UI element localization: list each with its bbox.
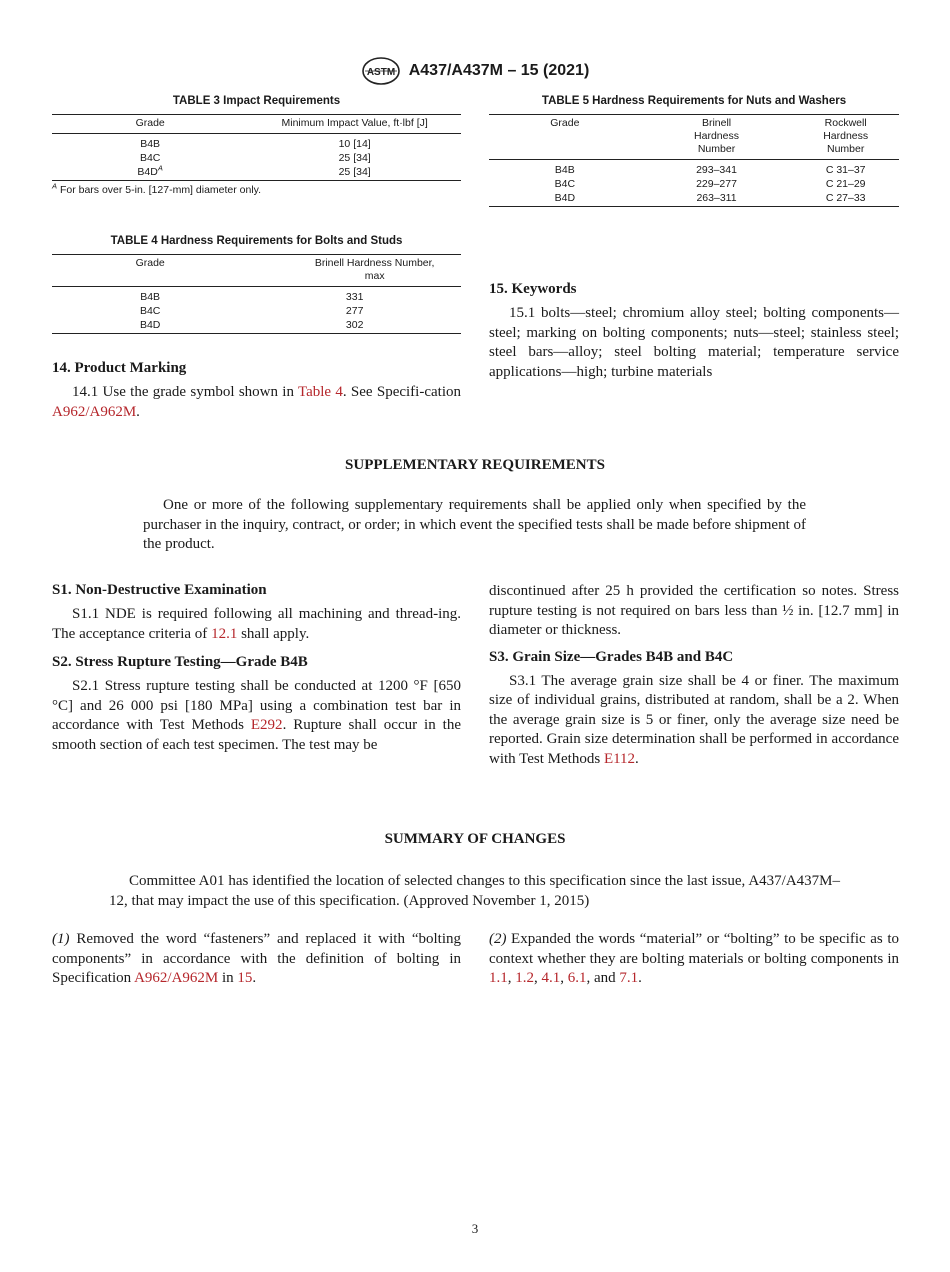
table-cell: B4B — [554, 164, 575, 176]
table-4-header-grade: Grade — [135, 257, 165, 269]
text-run: . — [638, 970, 642, 986]
table-cell: 263–311 — [696, 192, 737, 204]
table-5-grid — [489, 114, 899, 207]
section-14 — [52, 360, 461, 422]
table-4-link[interactable]: Table 4 — [297, 384, 343, 400]
section-14-paragraph — [52, 383, 461, 422]
table-cell: 10 [14] — [338, 138, 371, 150]
table-3-header-impact: Minimum Impact Value, ft·lbf [J] — [281, 117, 428, 129]
ref-7-1-link[interactable]: 7.1 — [619, 970, 639, 986]
change-item-1 — [52, 930, 461, 989]
text-run: . Rupture shall occur in the smooth section of each test specimen. The test may be — [52, 717, 461, 753]
ref-6-1-link[interactable]: 6.1 — [567, 970, 587, 986]
table-cell: 25 [34] — [338, 166, 371, 178]
text-run: . — [136, 403, 140, 420]
supplementary-left-column — [52, 582, 461, 755]
table-row — [489, 160, 899, 178]
e112-link[interactable]: E112 — [603, 750, 636, 767]
text-run: , — [534, 970, 542, 986]
page-header — [0, 56, 950, 84]
table-cell: 293–341 — [696, 164, 737, 176]
table-5 — [489, 95, 899, 207]
s3-heading: S3. Grain Size—Grades B4B and B4C — [489, 648, 734, 665]
text-run: . — [635, 750, 639, 767]
table-row — [489, 177, 899, 191]
text-run: S3.1 The average grain size shall be 4 or finer. The maximum size of individual grains, distributed at random, shall be a 2. When the average grain size is 5 or finer, only the average size need be reported. Grain size determination shall be performed in accordance with Test Methods — [489, 672, 899, 767]
text-run: 14.1 Use the grade symbol shown in — [72, 384, 298, 400]
summary-heading: SUMMARY OF CHANGES — [384, 831, 566, 847]
table-4-grid — [52, 254, 461, 334]
table-4 — [52, 235, 461, 334]
s1-heading: S1. Non-Destructive Examination — [52, 582, 267, 598]
a962-link[interactable]: A962/A962M — [134, 970, 219, 986]
text-run: S1.1 NDE is required following all machining and thread-ing. The acceptance criteria of — [52, 606, 461, 642]
table-cell: C 21–29 — [825, 178, 866, 190]
table-row — [52, 287, 461, 305]
table-cell: 25 [34] — [338, 152, 371, 164]
table-cell: C 27–33 — [825, 192, 866, 204]
astm-logo-icon — [361, 56, 401, 86]
text-run: in — [218, 970, 238, 986]
table-cell: B4B — [140, 291, 161, 303]
table-row — [52, 318, 461, 334]
table-cell — [52, 165, 248, 181]
table-cell: B4B — [140, 138, 161, 150]
ref-1-1-link[interactable]: 1.1 — [489, 970, 508, 986]
table-5-header-rockwell: Rockwell Hardness Number — [823, 117, 869, 155]
change-item-2 — [489, 930, 899, 989]
table-cell: 277 — [345, 305, 364, 317]
supplementary-right-column — [489, 582, 899, 769]
table-3 — [52, 95, 461, 196]
s2-paragraph — [52, 677, 461, 755]
section-15 — [489, 281, 899, 382]
text-run: , — [560, 970, 568, 986]
summary-intro: Committee A01 has identified the location of selected changes to this specification since the last issue, A437/A437M–12, that may impact the use of this specification. (Approved November 1, 2015) — [109, 873, 840, 909]
footnote-marker: A — [52, 181, 58, 191]
table-3-header-grade: Grade — [135, 117, 165, 129]
text-run: , — [507, 970, 516, 986]
table-3-footnote — [52, 181, 461, 196]
section-14-heading: 14. Product Marking — [52, 360, 187, 376]
footnote-marker: A — [157, 163, 163, 173]
table-3-title: TABLE 3 Impact Requirements — [172, 95, 341, 107]
table-3-grid — [52, 114, 461, 181]
table-row — [52, 165, 461, 181]
table-cell: 302 — [345, 319, 364, 331]
section-15-paragraph: 15.1 bolts—steel; chromium alloy steel; bolting components—steel; marking on bolting components; nuts—steel; stainless steel; steel bars—alloy; steel bolting material; temperature service applications—high; turbine materials — [489, 305, 899, 380]
table-row — [489, 191, 899, 207]
table-cell: B4C — [139, 152, 161, 164]
text-run: shall apply. — [237, 625, 310, 642]
ref-12-1-link[interactable]: 12.1 — [211, 625, 238, 642]
table-row — [52, 304, 461, 318]
document-designation: A437/A437M – 15 (2021) — [408, 62, 590, 79]
change-number: (1) — [52, 931, 70, 947]
section-15-link[interactable]: 15 — [237, 970, 253, 986]
section-15-heading: 15. Keywords — [489, 281, 577, 297]
text-run: , and — [586, 970, 620, 986]
table-4-title: TABLE 4 Hardness Requirements for Bolts and Studs — [110, 235, 403, 247]
ref-1-2-link[interactable]: 1.2 — [515, 970, 534, 986]
s2-heading: S2. Stress Rupture Testing—Grade B4B — [52, 654, 308, 670]
ref-4-1-link[interactable]: 4.1 — [541, 970, 561, 986]
table-cell: B4C — [554, 178, 576, 190]
text-run: . — [252, 970, 257, 986]
table-cell: B4C — [139, 305, 161, 317]
table-row — [52, 151, 461, 165]
table-cell: B4D — [554, 192, 576, 204]
e292-link[interactable]: E292 — [250, 717, 283, 733]
s2-continuation: discontinued after 25 h provided the certification so notes. Stress rupture testing is not required on bars less than ½ in. [12.7 mm] in diameter or thickness. — [489, 583, 899, 638]
text-run: S2.1 Stress rupture testing shall be conducted at 1200 °F [650 °C] and 26 000 psi [180 MPa] using a combination test bar in accordance with Test Methods — [52, 678, 461, 733]
grade-text: B4D — [137, 166, 158, 178]
table-5-title: TABLE 5 Hardness Requirements for Nuts and Washers — [541, 95, 847, 107]
table-5-header-grade: Grade — [550, 117, 580, 129]
footnote-text: For bars over 5-in. [127-mm] diameter only. — [59, 184, 262, 196]
change-number: (2) — [489, 931, 507, 947]
table-cell: 229–277 — [696, 178, 737, 190]
supplementary-heading: SUPPLEMENTARY REQUIREMENTS — [345, 457, 605, 473]
table-cell: C 31–37 — [825, 164, 866, 176]
text-run: Expanded the words “material” or “bolting” to be specific as to context whether they are bolting materials or bolting components in — [489, 931, 899, 967]
table-row — [52, 134, 461, 152]
s3-paragraph — [489, 672, 899, 770]
logo-text: ASTM — [366, 67, 395, 78]
table-4-header-brinell: Brinell Hardness Number, max — [314, 257, 435, 282]
page-number: 3 — [471, 1221, 479, 1236]
table-cell: 331 — [345, 291, 364, 303]
s1-paragraph — [52, 605, 461, 644]
text-run: Removed the word “fasteners” and replaced it with “bolting components” in accordance with the definition of bolting in Specification — [52, 931, 461, 986]
a962-link[interactable]: A962/A962M — [52, 403, 137, 420]
table-5-header-brinell: Brinell Hardness Number — [694, 117, 739, 155]
text-run: . See Specifi-cation — [342, 384, 461, 400]
supplementary-intro: One or more of the following supplementary requirements shall be applied only when specified by the purchaser in the inquiry, contract, or order; in which event the specified tests shall be made before shipment of the product. — [143, 497, 806, 552]
table-cell: B4D — [139, 319, 161, 331]
